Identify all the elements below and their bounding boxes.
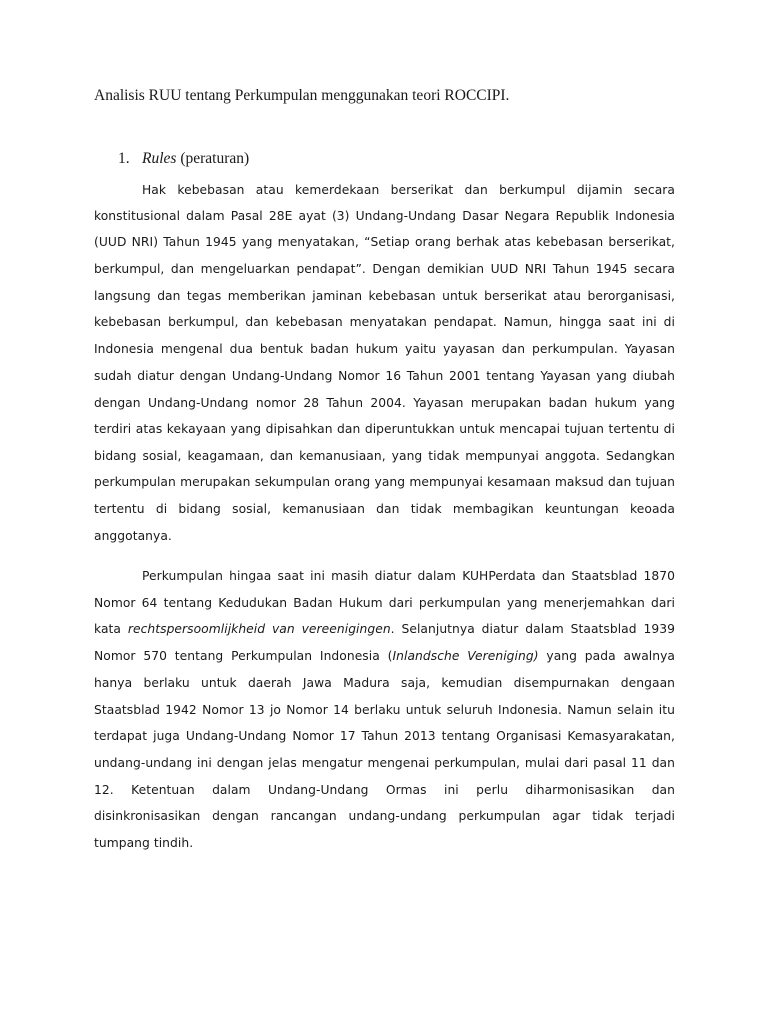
document-title: Analisis RUU tentang Perkumpulan menggunakan teori ROCCIPI. bbox=[94, 87, 510, 104]
paragraph-2-line: tumpang tindih. bbox=[94, 836, 194, 850]
paragraph-1-line: anggotanya. bbox=[94, 529, 172, 543]
italic-term: rechtspersoomlijkheid van vereenigingen bbox=[127, 622, 391, 636]
italic-term: Inlandsche Vereniging) bbox=[392, 649, 539, 663]
section-number: 1. bbox=[118, 150, 130, 167]
paragraph-1-line: Hak kebebasan atau kemerdekaan berserikat dan berkumpul dijamin secara bbox=[142, 183, 675, 197]
paragraph-2-text: Nomor 570 tentang Perkumpulan Indonesia ( bbox=[94, 649, 393, 663]
paragraph-1-line: (UUD NRI) Tahun 1945 yang menyatakan, “Setiap orang berhak atas kebebasan berserikat, bbox=[94, 235, 675, 249]
paragraph-2-line: Staatsblad 1942 Nomor 13 jo Nomor 14 berlaku untuk seluruh Indonesia. Namun selain itu bbox=[94, 703, 675, 717]
paragraph-2-line: 12. Ketentuan dalam Undang-Undang Ormas ini perlu diharmonisasikan dan bbox=[94, 783, 675, 797]
paragraph-1-line: bidang sosial, keagamaan, dan kemanusiaan, yang tidak mempunyai anggota. Sedangkan bbox=[94, 449, 675, 463]
paragraph-1-line: tertentu di bidang sosial, kemanusiaan dan tidak membagikan keuntungan keoada bbox=[94, 502, 675, 516]
paragraph-1-line: kebebasan berkumpul, dan kebebasan menyatakan pendapat. Namun, hingga saat ini di bbox=[94, 315, 675, 329]
paragraph-2-line: terdapat juga Undang-Undang Nomor 17 Tahun 2013 tentang Organisasi Kemasyarakatan, bbox=[94, 729, 675, 743]
paragraph-2-line: undang-undang ini dengan jelas mengatur mengenai perkumpulan, mulai dari pasal 11 dan bbox=[94, 756, 675, 770]
paragraph-2-text: yang pada awalnya bbox=[538, 649, 675, 663]
paragraph-1-line: sudah diatur dengan Undang-Undang Nomor 16 Tahun 2001 tentang Yayasan yang diubah bbox=[94, 369, 675, 383]
paragraph-1-line: berkumpul, dan mengeluarkan pendapat”. Dengan demikian UUD NRI Tahun 1945 secara bbox=[94, 262, 675, 276]
paragraph-1-line: langsung dan tegas memberikan jaminan kebebasan untuk berserikat atau berorganisasi, bbox=[94, 289, 675, 303]
paragraph-1-line: terdiri atas kekayaan yang dipisahkan dan diperuntukkan untuk mencapai tujuan tertentu di bbox=[94, 422, 675, 436]
section-heading bbox=[118, 149, 249, 169]
paragraph-2-line bbox=[94, 620, 675, 638]
paragraph-2-line: disinkronisasikan dengan rancangan undang-undang perkumpulan agar tidak terjadi bbox=[94, 809, 675, 823]
paragraph-2-line bbox=[94, 647, 675, 665]
paragraph-1-line: konstitusional dalam Pasal 28E ayat (3) Undang-Undang Dasar Negara Republik Indonesia bbox=[94, 209, 675, 223]
section-term-note: (peraturan) bbox=[180, 150, 250, 167]
paragraph-1-line: dengan Undang-Undang nomor 28 Tahun 2004. Yayasan merupakan badan hukum yang bbox=[94, 396, 675, 410]
paragraph-1-line: perkumpulan merupakan sekumpulan orang yang mempunyai kesamaan maksud dan tujuan bbox=[94, 475, 675, 489]
paragraph-2-text: kata bbox=[94, 622, 128, 636]
section-term: Rules bbox=[142, 150, 177, 167]
paragraph-2-line: Nomor 64 tentang Kedudukan Badan Hukum dari perkumpulan yang menerjemahkan dari bbox=[94, 596, 675, 610]
paragraph-2-line: Perkumpulan hingaa saat ini masih diatur dalam KUHPerdata dan Staatsblad 1870 bbox=[142, 569, 675, 583]
paragraph-2-line: hanya berlaku untuk daerah Jawa Madura saja, kemudian disempurnakan dengaan bbox=[94, 676, 675, 690]
paragraph-1-line: Indonesia mengenal dua bentuk badan hukum yaitu yayasan dan perkumpulan. Yayasan bbox=[94, 342, 675, 356]
paragraph-2-text: . Selanjutnya diatur dalam Staatsblad 1939 bbox=[390, 622, 675, 636]
